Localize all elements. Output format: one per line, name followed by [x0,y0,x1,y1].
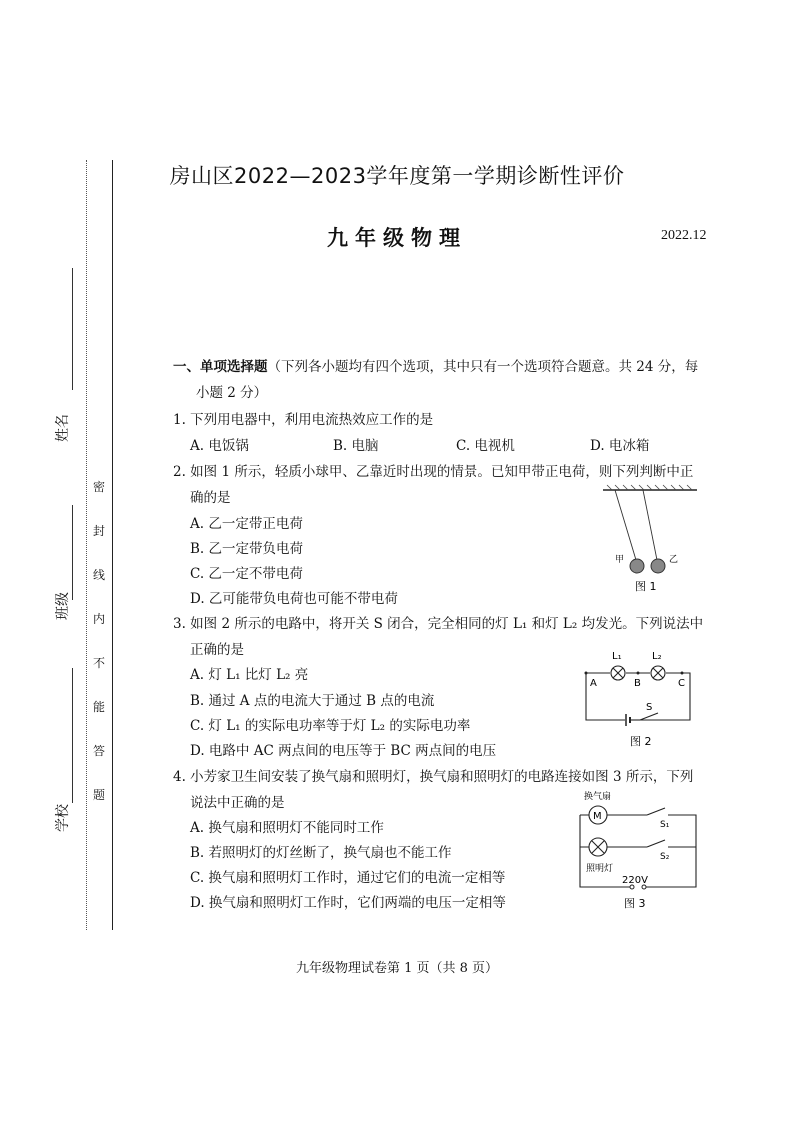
switch-s2 [647,840,665,847]
answer-option: D. 换气扇和照明灯工作时，它们两端的电压一定相等 [190,895,506,911]
name-label: 姓名 [55,414,71,442]
section-instruction: （下列各小题均有四个选项，其中只有一个选项符合题意。共 24 分，每 [267,359,699,375]
exam-date: 2022.12 [661,228,707,243]
question-stem: 2. 如图 1 所示，轻质小球甲、乙靠近时出现的情景。已知甲带正电荷，则下列判断中正 [173,464,694,480]
answer-option: B. 电脑 [333,438,379,454]
ball-yi-label: 乙 [669,555,679,565]
class-blank-line [72,505,73,600]
answer-option: C. 电视机 [456,438,515,454]
binding-dotted-line [86,160,88,930]
s1-label: S₁ [660,820,670,830]
answer-option: C. 换气扇和照明灯工作时，通过它们的电流一定相等 [190,870,506,886]
figure-1-pendulum [595,482,705,594]
answer-option: B. 通过 A 点的电流大于通过 B 点的电流 [190,693,435,709]
seal-char: 密 [93,480,106,494]
seal-char: 题 [93,788,106,802]
page-footer: 九年级物理试卷第 1 页（共 8 页） [295,961,499,976]
answer-option: D. 电路中 AC 两点间的电压等于 BC 两点间的电压 [190,743,497,759]
exam-title: 房山区2022—2023学年度第一学期诊断性评价 [169,164,625,188]
figure-3-circuit [572,785,704,915]
school-label: 学校 [55,804,71,832]
answer-option: D. 乙可能带负电荷也可能不带电荷 [190,591,398,607]
point-a: A [590,678,597,689]
class-label: 班级 [55,592,71,620]
answer-option: A. 灯 L₁ 比灯 L₂ 亮 [190,667,309,683]
answer-option: A. 电饭锅 [190,438,249,454]
figure-2-caption: 图 2 [630,735,652,748]
light-label: 照明灯 [586,864,614,874]
school-blank-line [72,668,73,803]
answer-option: A. 乙一定带正电荷 [190,516,303,532]
seal-char: 答 [93,744,106,758]
binding-solid-line [112,160,113,930]
subject-title: 九年级物理 [327,226,467,250]
switch-s [640,713,658,720]
question-stem: 1. 下列用电器中，利用电流热效应工作的是 [173,412,434,428]
answer-option: B. 若照明灯的灯丝断了，换气扇也不能工作 [190,845,452,861]
s2-label: S₂ [660,852,670,862]
figure-2-circuit [578,645,698,751]
ball-jia [630,559,644,573]
question-stem: 4. 小芳家卫生间安装了换气扇和照明灯，换气扇和照明灯的电路连接如图 3 所示，下列 [173,769,694,785]
voltage-label: 220V [622,875,648,886]
question-stem-cont: 正确的是 [190,642,244,658]
point-b: B [634,678,641,689]
section-heading: 一、单项选择题 [173,359,268,375]
section-heading-line [173,355,698,375]
answer-option: D. 电冰箱 [590,438,650,454]
answer-option: C. 灯 L₁ 的实际电功率等于灯 L₂ 的实际电功率 [190,718,471,734]
switch-s1 [647,808,665,815]
l1-label: L₁ [612,651,622,662]
seal-char: 封 [93,524,106,538]
ball-yi [651,559,665,573]
seal-char: 能 [93,700,106,714]
l2-label: L₂ [652,651,662,662]
answer-option: C. 乙一定不带电荷 [190,566,303,582]
fan-label: 换气扇 [584,792,612,802]
answer-option: A. 换气扇和照明灯不能同时工作 [190,820,384,836]
name-blank-line [72,268,73,390]
seal-char: 内 [93,612,106,626]
question-stem-cont: 说法中正确的是 [190,795,285,811]
question-stem: 3. 如图 2 所示的电路中，将开关 S 闭合，完全相同的灯 L₁ 和灯 L₂ 均发光。下列说法中 [173,616,704,632]
motor-label: M [593,811,602,822]
seal-char: 不 [93,656,106,670]
section-instruction-cont: 小题 2 分） [196,385,268,401]
point-c: C [678,678,685,689]
question-stem-cont: 确的是 [190,490,231,506]
figure-1-caption: 图 1 [635,580,657,593]
switch-label: S [646,702,653,713]
figure-3-caption: 图 3 [624,897,646,910]
ball-jia-label: 甲 [615,555,625,565]
seal-char: 线 [93,568,106,582]
answer-option: B. 乙一定带负电荷 [190,541,304,557]
